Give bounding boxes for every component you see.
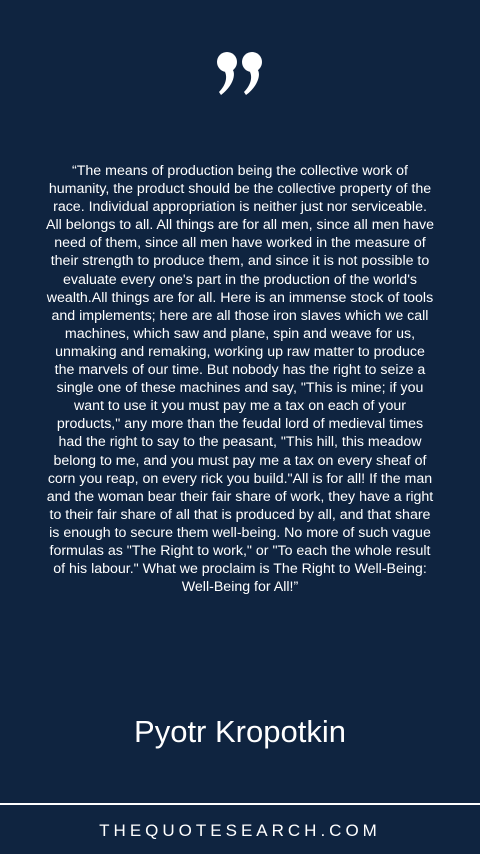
quote-text: “The means of production being the collective work of humanity, the product should be the collective property of the race. Individual appropriation is neither just nor serviceable. All belongs to all. All things are for all men, since all men have need of them, since all men have worked in the measure of their strength to produce them, and since it is not possible to evaluate every one's part in the production of the world's wealth.All things are for all. Here is an immense stock of tools and implements; here are all those iron slaves which we call machines, which saw and plane, spin and weave for us, unmaking and remaking, working up raw matter to produce the marvels of our time. But nobody has the right to seize a single one of these machines and say, "This is mine; if you want to use it you must pay me a tax on each of your products," any more than the feudal lord of medieval times had the right to say to the peasant, "This hill, this meadow belong to me, and you must pay me a tax on every sheaf of corn you reap, on every rick you build."All is for all! If the man and the woman bear their fair share of work, they have a right to their fair share of all that is produced by all, and that share is enough to secure them well-being. No more of such vague formulas as "The Right to work," or "To each the whole result of his labour." What we proclaim is The Right to Well-Being: Well-Being for All!” — [46, 163, 434, 596]
quote-author: Pyotr Kropotkin — [134, 714, 346, 749]
double-quote-icon — [217, 50, 263, 98]
quote-mark-container — [0, 50, 480, 98]
site-name: THEQUOTESEARCH.COM — [99, 821, 381, 840]
footer-divider — [0, 803, 480, 805]
